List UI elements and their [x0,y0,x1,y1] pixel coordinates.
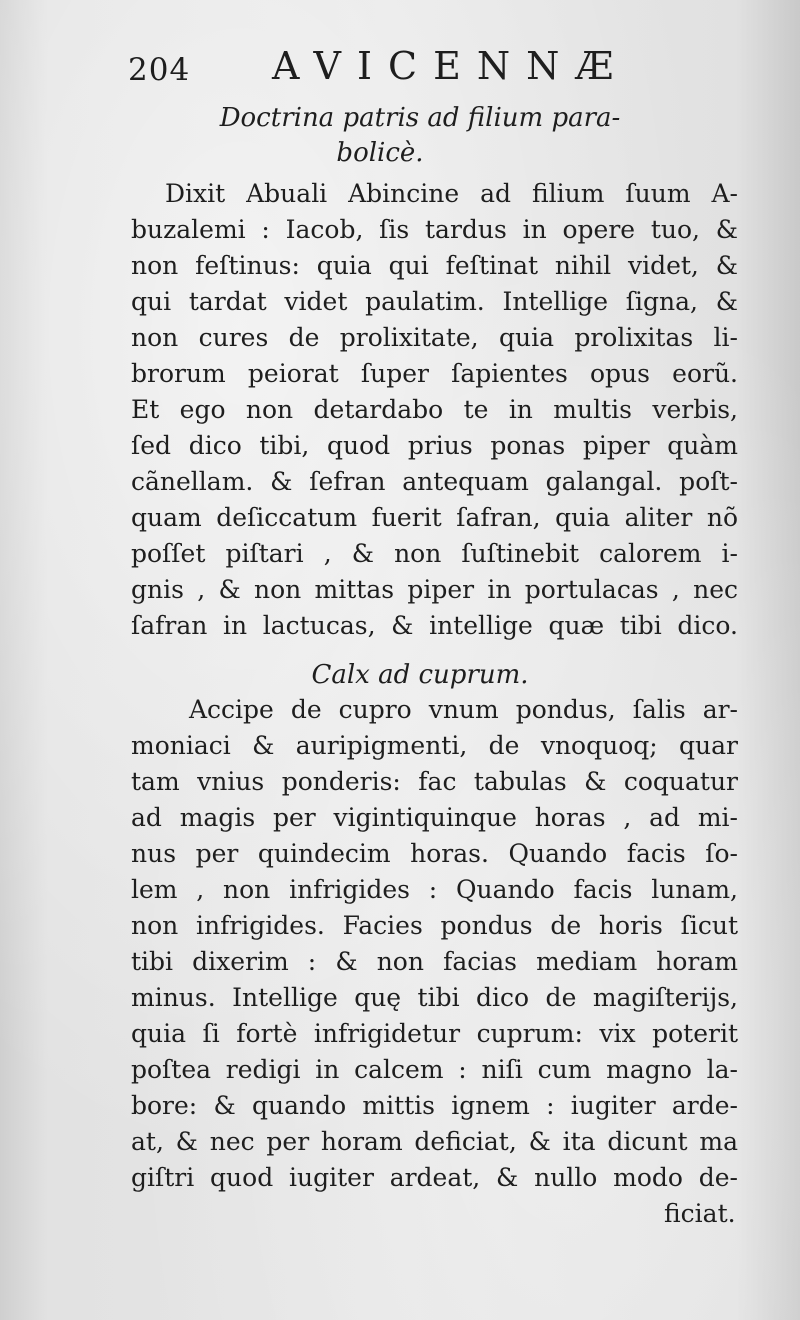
text-line: nus per quindecim horas. Quando facis ſo- [131,839,738,868]
text-line: lem , non infrigides : Quando facis lunam, [131,875,738,904]
text-line: tibi dixerim : & non facias mediam horam [131,947,738,976]
text-line: qui tardat videt paulatim. Intellige ſigna, & [131,287,738,316]
text-line: minus. Intellige quę tibi dico de magiſterijs, [131,983,738,1012]
text-line: giſtri quod iugiter ardeat, & nullo modo de- [131,1163,738,1192]
text-line: non infrigides. Facies pondus de horis ſicut [131,911,738,940]
text-line: bore: & quando mittis ignem : iugiter arde- [131,1091,738,1120]
text-line: ſed dico tibi, quod prius ponas piper quàm [131,431,738,460]
text-line: ficiat. [664,1199,736,1228]
text-line: quia ſi fortè infrigidetur cuprum: vix poterit [131,1019,738,1048]
text-line: poſſet piſtari , & non ſuſtinebit calorem i- [131,539,738,568]
text-line: brorum peiorat ſuper ſapientes opus eorũ. [131,359,738,388]
text-line: ſafran in lactucas, & intellige quæ tibi dico. [131,611,738,640]
text-line: non cures de prolixitate, quia prolixitas li- [131,323,738,352]
section-title-line: Doctrina patris ad filium para- [219,103,621,133]
text-line: cãnellam. & ſefran antequam galangal. poſt- [131,467,738,496]
text-line: Dixit Abuali Abincine ad filium ſuum A- [165,179,738,208]
text-line: quam deſiccatum fuerit ſafran, quia aliter nõ [131,503,738,532]
text-line: gnis , & non mittas piper in portulacas , nec [131,575,738,604]
text-line: Et ego non detardabo te in multis verbis, [131,395,738,424]
text-line: non feſtinus: quia qui feſtinat nihil videt, & [131,251,738,280]
text-line: at, & nec per horam deficiat, & ita dicunt ma [131,1127,738,1156]
text-line: poſtea redigi in calcem : niſi cum magno la- [131,1055,738,1084]
text-line: buzalemi : Iacob, ſis tardus in opere tuo, & [131,215,738,244]
text-line: tam vnius ponderis: fac tabulas & coquatur [131,767,738,796]
running-head: AVICENNÆ [272,44,630,88]
section-title: Calx ad cuprum. [311,660,529,690]
text-line: ad magis per vigintiquinque horas , ad mi- [131,803,738,832]
page-number: 204 [128,52,191,88]
section-title-line: bolicè. [336,138,424,168]
text-line: moniaci & auripigmenti, de vnoquoq; quar [131,731,738,760]
text-line: Accipe de cupro vnum pondus, ſalis ar- [189,695,738,724]
